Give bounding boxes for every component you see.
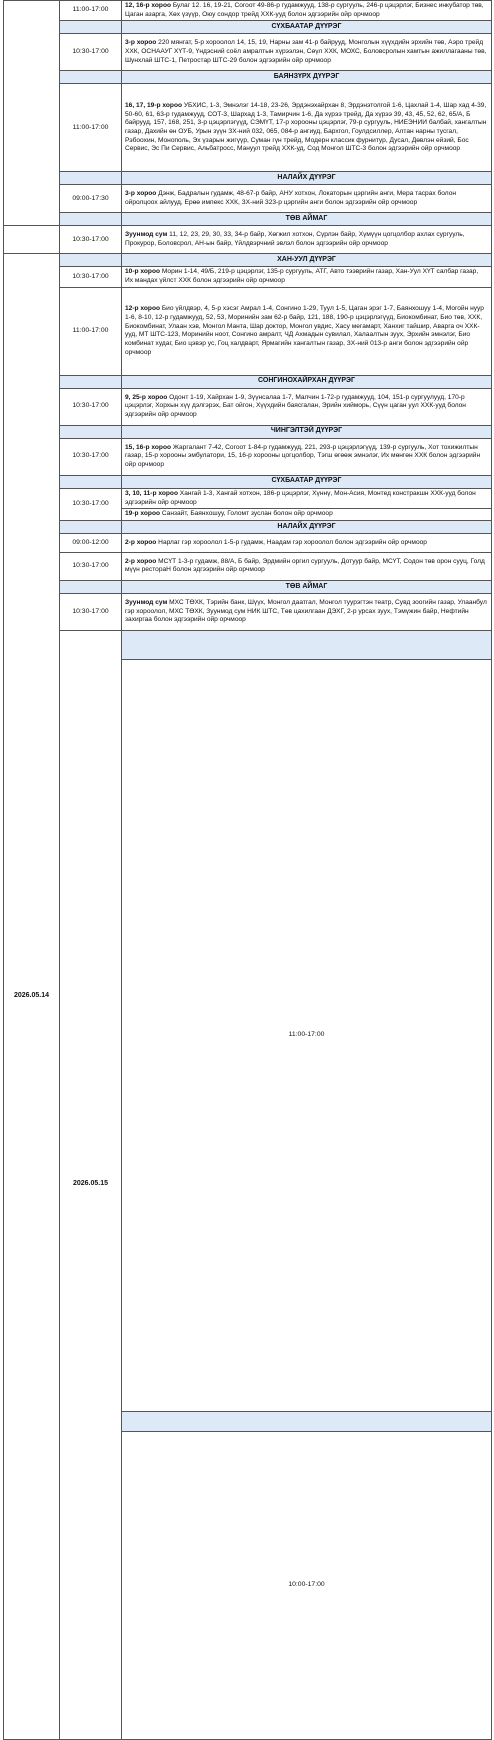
details-text: Нарлаг гэр хороолол 1-5-р гудамж, Наадам гэр хороолол болон эдгээрийн ойр орчмоор (156, 538, 427, 546)
details-cell (122, 388, 492, 425)
details-cell (122, 1, 492, 21)
time-cell: 10:30-17:00 (60, 226, 122, 254)
time-cell: 10:30-17:00 (60, 593, 122, 630)
table-row (4, 438, 492, 475)
table-row (4, 185, 492, 213)
table-row (4, 267, 492, 287)
details-cell (122, 84, 492, 172)
details-text: Одонт 1-19, Хайрхан 1-9, Зүүнсалаа 1-7, Малчин 1-72-р гудамжууд, 104, 151-р сургуулууд, 170-р цэцэрлэг, Хорхын хүү дэлгэрэх, Бат ойгон, Хүүхдийн баясгалан, Эрийн хийморь, Сүүн цаган уул ХХК-ууд болон эдгээрийн ойр орчмоор (125, 393, 466, 419)
time-cell: 11:00-17:00 (60, 1, 122, 21)
district-row (4, 425, 492, 438)
district-row (4, 375, 492, 388)
location-label: 12, 16-р хороо (125, 2, 172, 9)
table-row (4, 593, 492, 630)
details-cell (122, 488, 492, 508)
date-cell-blank (4, 226, 60, 254)
details-cell (122, 552, 492, 580)
district-row (4, 630, 492, 659)
details-text: Био үйлдвэр, 4, 5-р хэсэг Амрал 1-4, Сонгино 1-29, Туул 1-5, Цаган эрэг 1-7, Баянхошуу 1-4, Могойн нуур 1-6, 8-10, 12-р гудамжууд, 52, 53, Моринийн зам 62-р байр, 121, 188, 190-р цэцэрлэгүүд, Биокомбинат, Био төв, ХХК, Биокомбинат, Улаан хэв, Монгол Манта, Шар доктор, Монгол увдис, Хасу мегамарт, Ханхиг тайшир, Аварга оч ХХК-ууд, МТ ШТС-123, Моринийн ноот, Сонгино амралт, ЧД Ахмадын сувилал, Халаалтын зуух, Эрхийн эмнэлэг, Био комбинат худаг, Био цэвэр ус, Гоц халдварт, Ярмагийн хангалтын газар, ЗХ-ний 013-р анги болон эдгээрийн ойр орчмоор (125, 305, 484, 356)
details-text: Дэнж, Бадралын гудамж, 48-67-р байр, АНУ хотхон, Локаторын цэргийн анги, Мера тасрах болон ойролцоох айлууд, Ерөө импекс ХХК, ЗХ-ний 323-р цэргийн анги болон эдгээрийн ойр орчмоор (125, 190, 457, 206)
time-cell: 10:30-17:00 (60, 438, 122, 475)
details-cell (122, 185, 492, 213)
location-label: 16, 17, 19-р хороо (125, 101, 182, 109)
time-cell: 10:00-17:00 (122, 1431, 492, 1739)
location-label: 2-р хороо (125, 538, 157, 546)
details-cell (122, 533, 492, 552)
details-text: 220 мянгат, 5-р хороолол 14, 15, 19, Нарны зам 41-р байрууд, Монголын хүүхдийн эрхийн төв, Аэро трейд ХХК, ОСНААУГ ХҮТ-9, Үндэсний соёл амралтын хүрээлэн, Сөүл ХХК, МОХС, Боловсролын хамтын ажиллагааны төв, Шунхлай ШТС-1, Петростар ШТС-29 болон эдгээрийн ойр орчмоор (125, 39, 487, 64)
location-label: Зуунмод сум (125, 598, 168, 606)
time-cell: 11:00-17:00 (60, 287, 122, 375)
time-cell: 10:30-17:00 (60, 267, 122, 287)
district-title: БАЯНЗҮРХ ДҮҮРЭГ (122, 71, 492, 84)
details-text: Хангай 1-3, Хангай хотхон, 186-р цэцэрлэг, Хүннү, Мон-Асия, Монтед констракшн ХХК-ууд болон эдгээрийн ойр орчмоор (125, 489, 476, 506)
time-cell: 11:00-17:00 (122, 660, 492, 1411)
time-cell: 10:30-17:00 (60, 552, 122, 580)
time-cell: 10:30-17:00 (60, 488, 122, 520)
details-text: МСҮТ 1-3-р гудамж, 88/А, Б байр, Эрдмийн оргил сургууль, Дотуур байр, МСҮТ, Содон төв орон сууц, Голд мүүн рестораН болон эдгээрийн ойр орчмоор (125, 557, 485, 574)
time-cell: 11:00-17:00 (60, 84, 122, 172)
details-text: Жаргалант 7-42, Согоот 1-84-р гудамжууд, 221, 293-р цэцэрлэгүүд, 139-р сургууль, Хот тохижилтын газар, 15-р хорооны эмбулатори, 15, 16-р хорооны цогцолбор, Тэгш өгөөж эмнэлэг, Их мөнгөн ХХК болон эдгээрийн ойр орчмоор (125, 443, 481, 469)
district-title: СОНГИНОХАЙРХАН ДҮҮРЭГ (122, 375, 492, 388)
details-cell (122, 34, 492, 71)
location-label: 3-р хороо (125, 190, 157, 198)
details-text: Морин 1-14, 49/Б, 219-р цэцэрлэг, 135-р сургууль, АТГ, Авто тээврийн газар, Хан-Уул ХҮТ салбар газар, Их мандах үйлст ХХК болон эдгээрийн ойр орчмоор (125, 268, 479, 285)
location-label: 3-р хороо (125, 39, 157, 47)
district-title: СҮХБААТАР ДҮҮРЭГ (122, 21, 492, 34)
table-row (4, 34, 492, 71)
district-title: ЧИНГЭЛТЭЙ ДҮҮРЭГ (122, 425, 492, 438)
district-title: НАЛАЙХ ДҮҮРЭГ (122, 172, 492, 185)
location-label: 15, 16-р хороо (125, 443, 172, 451)
details-text: УБХИС, 1-3, Эмнэлэг 14-18, 23-26, Эрдэнэхайрхан 8, Эрдэнэтолгой 1-6, Цахлай 1-4, Шар хад 4-39, 50-60, 61, 63-р гудамжууд, СОТ-3, Шархад 1-3, Тамирчин 1-6, Да хүрээ трейд, Да хүрээ 39, 43, 45, 52, 62, 65/А, Б байрууд, 157, 168, 251, 3-р цэцэрлэгүүд, СЭМҮТ, 17-р хорооны цэцэрлэг, 79-р сургууль, НИЕЭНИИ балбай, хангалтын газар, Дахийн өн ОУБ, Урын зүүн ЗХ-ний 032, 065, 084-р ангиуд, Бархгол, Гоулдсиллер, Алтан нарны тусгал, Рэбоохин, Монополь, Эх үзарын жигүүр, Суман гүн трейд, Модерн классик фурнитур, Дусал, Дөвлэн ейзий, Бос Сервис, Эс Пи Сервис, Альбатросс, Мануул трейд ХХК-уд, Сод Монгол ШТС-3 болон эдгээрийн ойр орчмоор (125, 101, 487, 153)
district-row (4, 71, 492, 84)
location-label: 19-р хороо (125, 510, 161, 518)
location-label: Зуунмод сум (125, 231, 168, 239)
district-row (4, 254, 492, 267)
date-cell-blank (4, 1, 60, 226)
table-row (4, 388, 492, 425)
time-cell: 10:30-17:00 (60, 34, 122, 71)
location-label: 9, 25-р хороо (125, 393, 168, 401)
details-cell (122, 438, 492, 475)
time-cell: 09:00-12:00 (60, 533, 122, 552)
time-cell: 10:30-17:00 (60, 388, 122, 425)
details-cell (122, 287, 492, 375)
time-cell: 09:00-17:30 (60, 185, 122, 213)
date-cell: 2026.05.14 (4, 254, 60, 1739)
details-cell (122, 226, 492, 254)
details-cell (122, 267, 492, 287)
district-title: ХАН-УУЛ ДҮҮРЭГ (122, 254, 492, 267)
table-row (4, 287, 492, 375)
details-text: 11, 12, 23, 29, 30, 33, 34-р байр, Хөгжил хотхон, Сүрлэн байр, Хүмүүн цогцолбор ахлах сургууль, Прокурор, Боловсрол, АН-ын байр, Үйлдвэрчний эвлэл болон эдгээрийн ойр орчмоор (125, 231, 465, 247)
table-row (4, 226, 492, 254)
district-row (4, 475, 492, 488)
details-cell (122, 509, 492, 521)
details-cell (122, 593, 492, 630)
table-row (4, 488, 492, 508)
details-text: Булаг 12. 16, 19-21, Согоот 49-86-р гудамжууд, 138-р сургууль, 246-р цэцэрлэг, Бизнес инкубатор төв, Цаган азарга, Хөх үзүүр, Оюу сондор трейд ХХК-ууд болон эдгээрийн ойр орчмоор (125, 2, 484, 18)
district-row (4, 21, 492, 34)
district-row (4, 213, 492, 226)
location-label: 3, 10, 11-р хороо (125, 489, 178, 497)
district-row (4, 580, 492, 593)
date-cell: 2026.05.15 (60, 630, 122, 1739)
district-title: ТӨВ АЙМАГ (122, 213, 492, 226)
table-row (4, 552, 492, 580)
district-row (4, 172, 492, 185)
outage-schedule-table (3, 0, 492, 1740)
district-title: ТӨВ АЙМАГ (122, 580, 492, 593)
district-title: СҮХБААТАР ДҮҮРЭГ (122, 475, 492, 488)
table-row (4, 1, 492, 21)
location-label: 2-р хороо (125, 557, 157, 565)
details-text: МХС ТӨХК, Тэрийн банк, Шүүх, Монгол даатгал, Монгол туурэгтэн театр, Сувд зоогийн газар, Улаанбул гэр хороолол, МХС ТӨХК, Зуунмод сум НИК ШТС, Төв цахилгаан ДЭХГ, 2-р урсах зуух, Тэмүжин байр, Нефтийн захиргаа болон эдгээрийн ойр орчмоор (125, 598, 487, 624)
location-label: 10-р хороо (125, 268, 161, 276)
table-row (4, 533, 492, 552)
location-label: 12-р хороо (125, 305, 161, 313)
district-title: НАЛАЙХ ДҮҮРЭГ (122, 520, 492, 533)
district-row (4, 520, 492, 533)
table-row (4, 84, 492, 172)
details-text: Санзайт, Баянхошуу, Голомт зуслан болон ойр орчмоор (160, 510, 333, 518)
